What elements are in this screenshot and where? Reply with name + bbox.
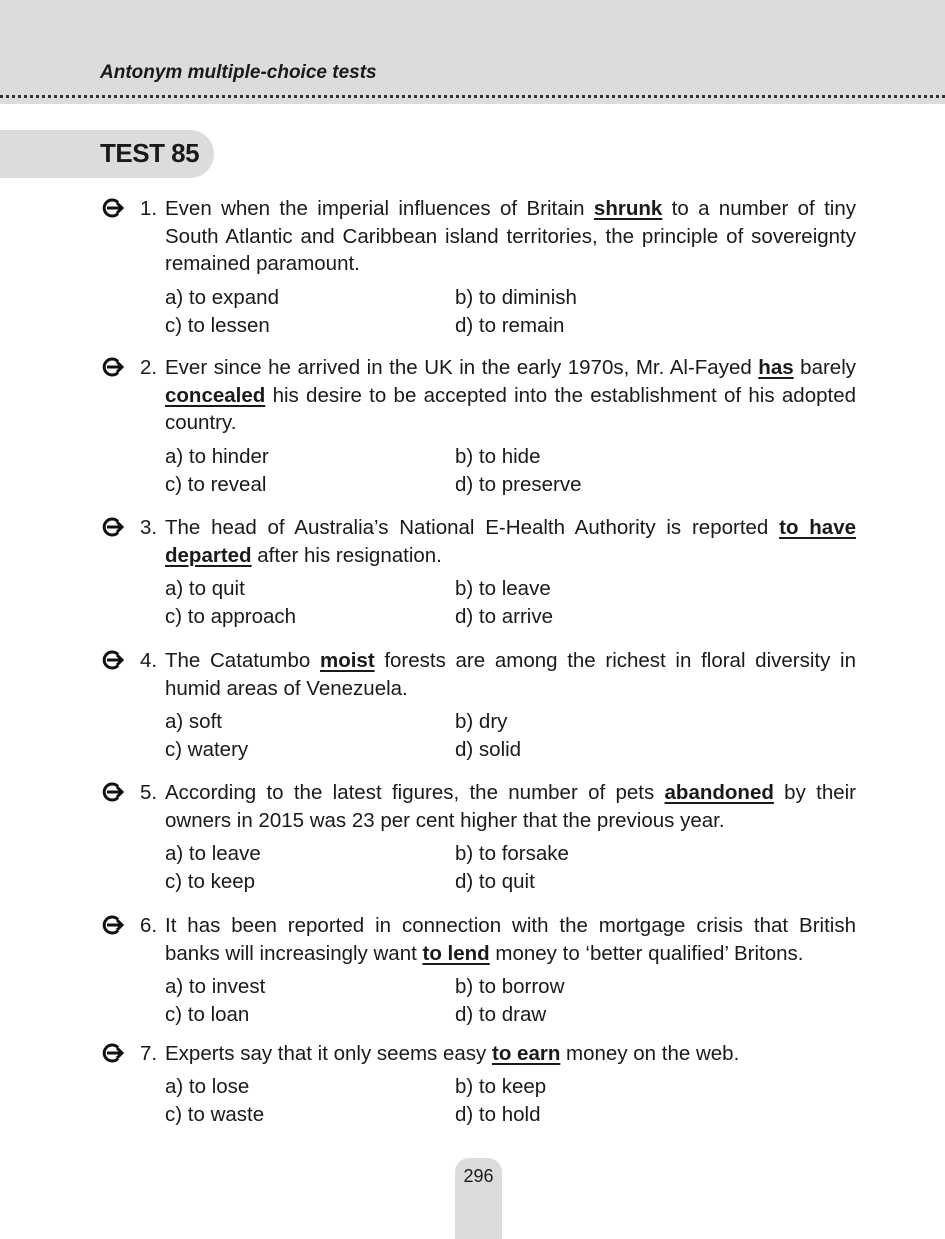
key-word: to earn bbox=[492, 1042, 561, 1065]
question-number: 5. bbox=[140, 781, 158, 804]
question-number: 1. bbox=[140, 197, 158, 220]
question-number: 7. bbox=[140, 1042, 158, 1065]
option-b[interactable]: b) to forsake bbox=[455, 842, 569, 865]
arrow-circle-right-icon bbox=[102, 197, 124, 219]
option-a[interactable]: a) to quit bbox=[165, 577, 245, 600]
question-text: It has been reported in connection with the mortgage crisis that British banks will increasingly want to lend money to ‘better qualified’ Britons. bbox=[165, 914, 856, 965]
question-text: Ever since he arrived in the UK in the early 1970s, Mr. Al-Fayed has barely concealed his desire to be accepted into the establishment of his adopted country. bbox=[165, 356, 857, 434]
question-text: The Catatumbo moist forests are among the richest in floral diversity in humid areas of Venezuela. bbox=[165, 649, 856, 700]
question-text: According to the latest figures, the number of pets abandoned by their owners in 2015 was 23 per cent higher that the previous year. bbox=[165, 781, 857, 832]
section-title: Antonym multiple-choice tests bbox=[100, 62, 377, 83]
option-a[interactable]: a) to lose bbox=[165, 1075, 250, 1098]
option-b[interactable]: b) to borrow bbox=[455, 975, 565, 998]
option-c[interactable]: c) to waste bbox=[165, 1102, 265, 1126]
option-c[interactable]: c) to approach bbox=[165, 604, 297, 628]
option-d[interactable]: d) to remain bbox=[455, 313, 565, 337]
arrow-circle-right-icon bbox=[102, 516, 124, 538]
option-b[interactable]: b) to leave bbox=[455, 577, 551, 600]
question-text: Even when the imperial influences of Britain shrunk to a number of tiny South Atlantic and Caribbean island territories, the principle of sovereignty remained paramount. bbox=[165, 197, 856, 275]
key-word: moist bbox=[319, 649, 375, 672]
key-word: to lend bbox=[422, 941, 490, 965]
arrow-circle-right-icon bbox=[102, 356, 124, 378]
arrow-circle-right-icon bbox=[102, 649, 124, 671]
dotted-divider bbox=[0, 95, 945, 98]
question-text: Experts say that it only seems easy to earn money on the web. bbox=[165, 1042, 740, 1065]
option-c[interactable]: c) to keep bbox=[165, 869, 256, 893]
option-d[interactable]: d) to hold bbox=[455, 1102, 541, 1126]
option-a[interactable]: a) to invest bbox=[165, 975, 266, 998]
option-d[interactable]: d) solid bbox=[455, 737, 522, 761]
key-word: has bbox=[758, 356, 794, 379]
option-c[interactable]: c) watery bbox=[165, 737, 249, 761]
arrow-circle-right-icon bbox=[102, 781, 124, 803]
option-c[interactable]: c) to reveal bbox=[165, 472, 267, 496]
option-a[interactable]: a) to expand bbox=[165, 286, 279, 309]
arrow-circle-right-icon bbox=[102, 1042, 124, 1064]
option-d[interactable]: d) to draw bbox=[455, 1002, 547, 1026]
arrow-circle-right-icon bbox=[102, 914, 124, 936]
option-a[interactable]: a) to hinder bbox=[165, 445, 269, 468]
question-number: 6. bbox=[140, 914, 158, 937]
option-a[interactable]: a) soft bbox=[165, 710, 222, 733]
option-b[interactable]: b) to hide bbox=[455, 445, 541, 468]
option-d[interactable]: d) to arrive bbox=[455, 604, 553, 628]
key-word: shrunk bbox=[593, 197, 663, 220]
option-c[interactable]: c) to loan bbox=[165, 1002, 250, 1026]
question-number: 2. bbox=[140, 356, 158, 379]
option-d[interactable]: d) to quit bbox=[455, 869, 535, 893]
key-word: concealed bbox=[165, 383, 266, 407]
question-text: The head of Australia’s National E-Health Authority is reported to have departed after his resignation. bbox=[165, 516, 856, 567]
option-b[interactable]: b) dry bbox=[455, 710, 508, 733]
option-b[interactable]: b) to diminish bbox=[455, 286, 577, 309]
key-word: to have departed bbox=[165, 516, 856, 567]
page-number: 296 bbox=[463, 1166, 494, 1186]
header-band bbox=[0, 0, 945, 104]
option-a[interactable]: a) to leave bbox=[165, 842, 261, 865]
option-c[interactable]: c) to lessen bbox=[165, 313, 270, 337]
key-word: abandoned bbox=[664, 781, 774, 804]
option-b[interactable]: b) to keep bbox=[455, 1075, 547, 1098]
option-d[interactable]: d) to preserve bbox=[455, 472, 582, 496]
question-number: 3. bbox=[140, 516, 158, 539]
question-number: 4. bbox=[140, 649, 158, 672]
test-title: TEST 85 bbox=[100, 138, 200, 168]
